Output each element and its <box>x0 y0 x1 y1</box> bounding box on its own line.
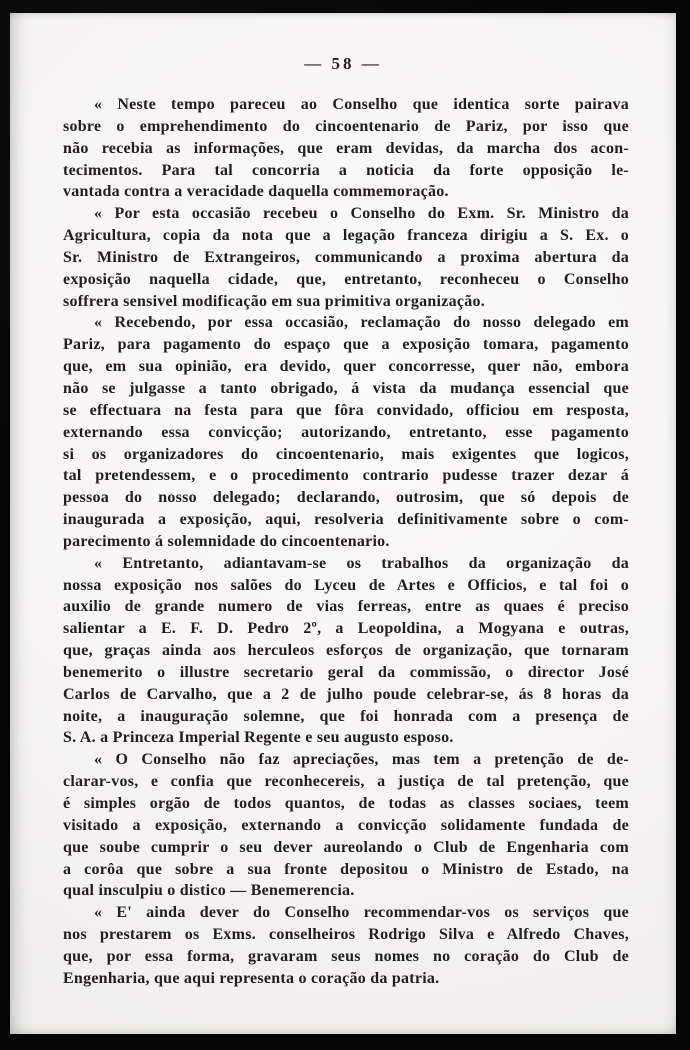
text-line: « Recebendo, por essa occasião, reclamação do nosso delegado em <box>94 314 629 332</box>
text-line: é simples orgão de todos quantos, de todas as classes sociaes, teem <box>63 795 629 812</box>
text-line: que, graças ainda aos herculeos esforços de organização, que tornaram <box>63 642 629 660</box>
text-line: « Por esta occasião recebeu o Conselho do Exm. Sr. Ministro da <box>94 205 629 223</box>
text-line: não se julgasse a tanto obrigado, á vista da mudança essencial que <box>63 379 629 397</box>
text-line: benemerito o illustre secretario geral da commissão, o director José <box>63 663 629 681</box>
text-line: S. A. a Princeza Imperial Regente e seu augusto esposo. <box>63 729 454 747</box>
paragraph <box>63 749 629 902</box>
text-line: tecimentos. Para tal concorria a noticia da forte opposição le- <box>63 161 629 179</box>
text-line: nos prestarem os Exms. conselheiros Rodrigo Silva e Alfredo Chaves, <box>63 926 629 944</box>
paragraph <box>63 312 629 552</box>
text-line: « Neste tempo pareceu ao Conselho que identica sorte pairava <box>94 96 629 113</box>
text-line: que, por essa forma, gravaram seus nomes no coração do Club de <box>63 947 629 965</box>
text-line: parecimento á solemnidade do cincoentenario. <box>63 532 390 550</box>
text-line: Pariz, para pagamento do espaço que a exposição tomara, pagamento <box>63 336 629 354</box>
text-line: externando essa convicção; autorizando, entretanto, esse pagamento <box>63 423 629 441</box>
text-line: não recebia as informações, que eram devidas, da marcha dos acon- <box>63 139 629 157</box>
text-line: auxilio de grande numero de vias ferreas, entre as quaes é preciso <box>63 598 629 616</box>
text-line: a corôa que sobre a sua fronte depositou o Ministro de Estado, na <box>63 860 629 878</box>
text-block <box>63 94 629 990</box>
text-line: pessoa do nosso delegado; declarando, outrosim, que só depois de <box>63 489 629 507</box>
text-line: inaugurada a exposição, aqui, resolveria definitivamente sobre o com- <box>63 511 629 529</box>
paragraph <box>63 553 629 750</box>
text-line: sobre o emprehendimento do cincoentenario de Pariz, por isso que <box>63 117 629 135</box>
text-line: nossa exposição nos salões do Lyceu de Artes e Officios, e tal foi o <box>63 576 629 594</box>
text-line: Engenharia, que aqui representa o coração da patria. <box>63 969 440 987</box>
text-line: exposição naquella cidade, que, entretanto, reconheceu o Conselho <box>63 270 629 288</box>
text-line: « O Conselho não faz apreciações, mas tem a pretenção de de- <box>94 751 629 769</box>
text-line: que soube cumprir o seu dever aureolando o Club de Engenharia com <box>63 838 629 856</box>
text-line: Sr. Ministro de Extrangeiros, communicando a proxima abertura da <box>63 248 629 266</box>
paragraph <box>63 902 629 989</box>
text-line: noite, a inauguração solemne, que foi honrada com a presença de <box>63 707 629 725</box>
book-page <box>10 13 676 1034</box>
text-line: visitado a exposição, externando a convicção solidamente fundada de <box>63 816 629 834</box>
paragraph <box>63 94 629 203</box>
text-line: clarar-vos, e confia que reconhecereis, a justiça de tal pretenção, que <box>63 773 629 791</box>
text-line: salientar a E. F. D. Pedro 2º, a Leopoldina, a Mogyana e outras, <box>63 620 629 638</box>
text-line: « E' ainda dever do Conselho recommendar-vos os serviços que <box>94 904 629 922</box>
text-line: soffrera sensivel modificação em sua primitiva organização. <box>63 292 485 310</box>
text-line: Carlos de Carvalho, que a 2 de julho poude celebrar-se, ás 8 horas da <box>63 685 629 703</box>
text-line: qual insculpiu o distico — Benemerencia. <box>63 882 355 900</box>
text-line: vantada contra a veracidade daquella commemoração. <box>63 183 449 201</box>
text-line: « Entretanto, adiantavam-se os trabalhos da organização da <box>94 554 629 572</box>
text-line: si os organizadores do cincoentenario, mais exigentes que logicos, <box>63 445 629 463</box>
page-number: — 58 — <box>304 54 382 73</box>
text-line: tal pretendessem, e o procedimento contrario pudesse trazer dezar á <box>63 467 629 485</box>
text-line: que, em sua opinião, era devido, quer concorresse, quer não, embora <box>63 358 629 376</box>
text-line: Agricultura, copia da nota que a legação franceza dirigiu a S. Ex. o <box>63 227 629 245</box>
paragraph <box>63 203 629 312</box>
text-line: se effectuara na festa para que fôra convidado, officiou em resposta, <box>63 401 629 419</box>
